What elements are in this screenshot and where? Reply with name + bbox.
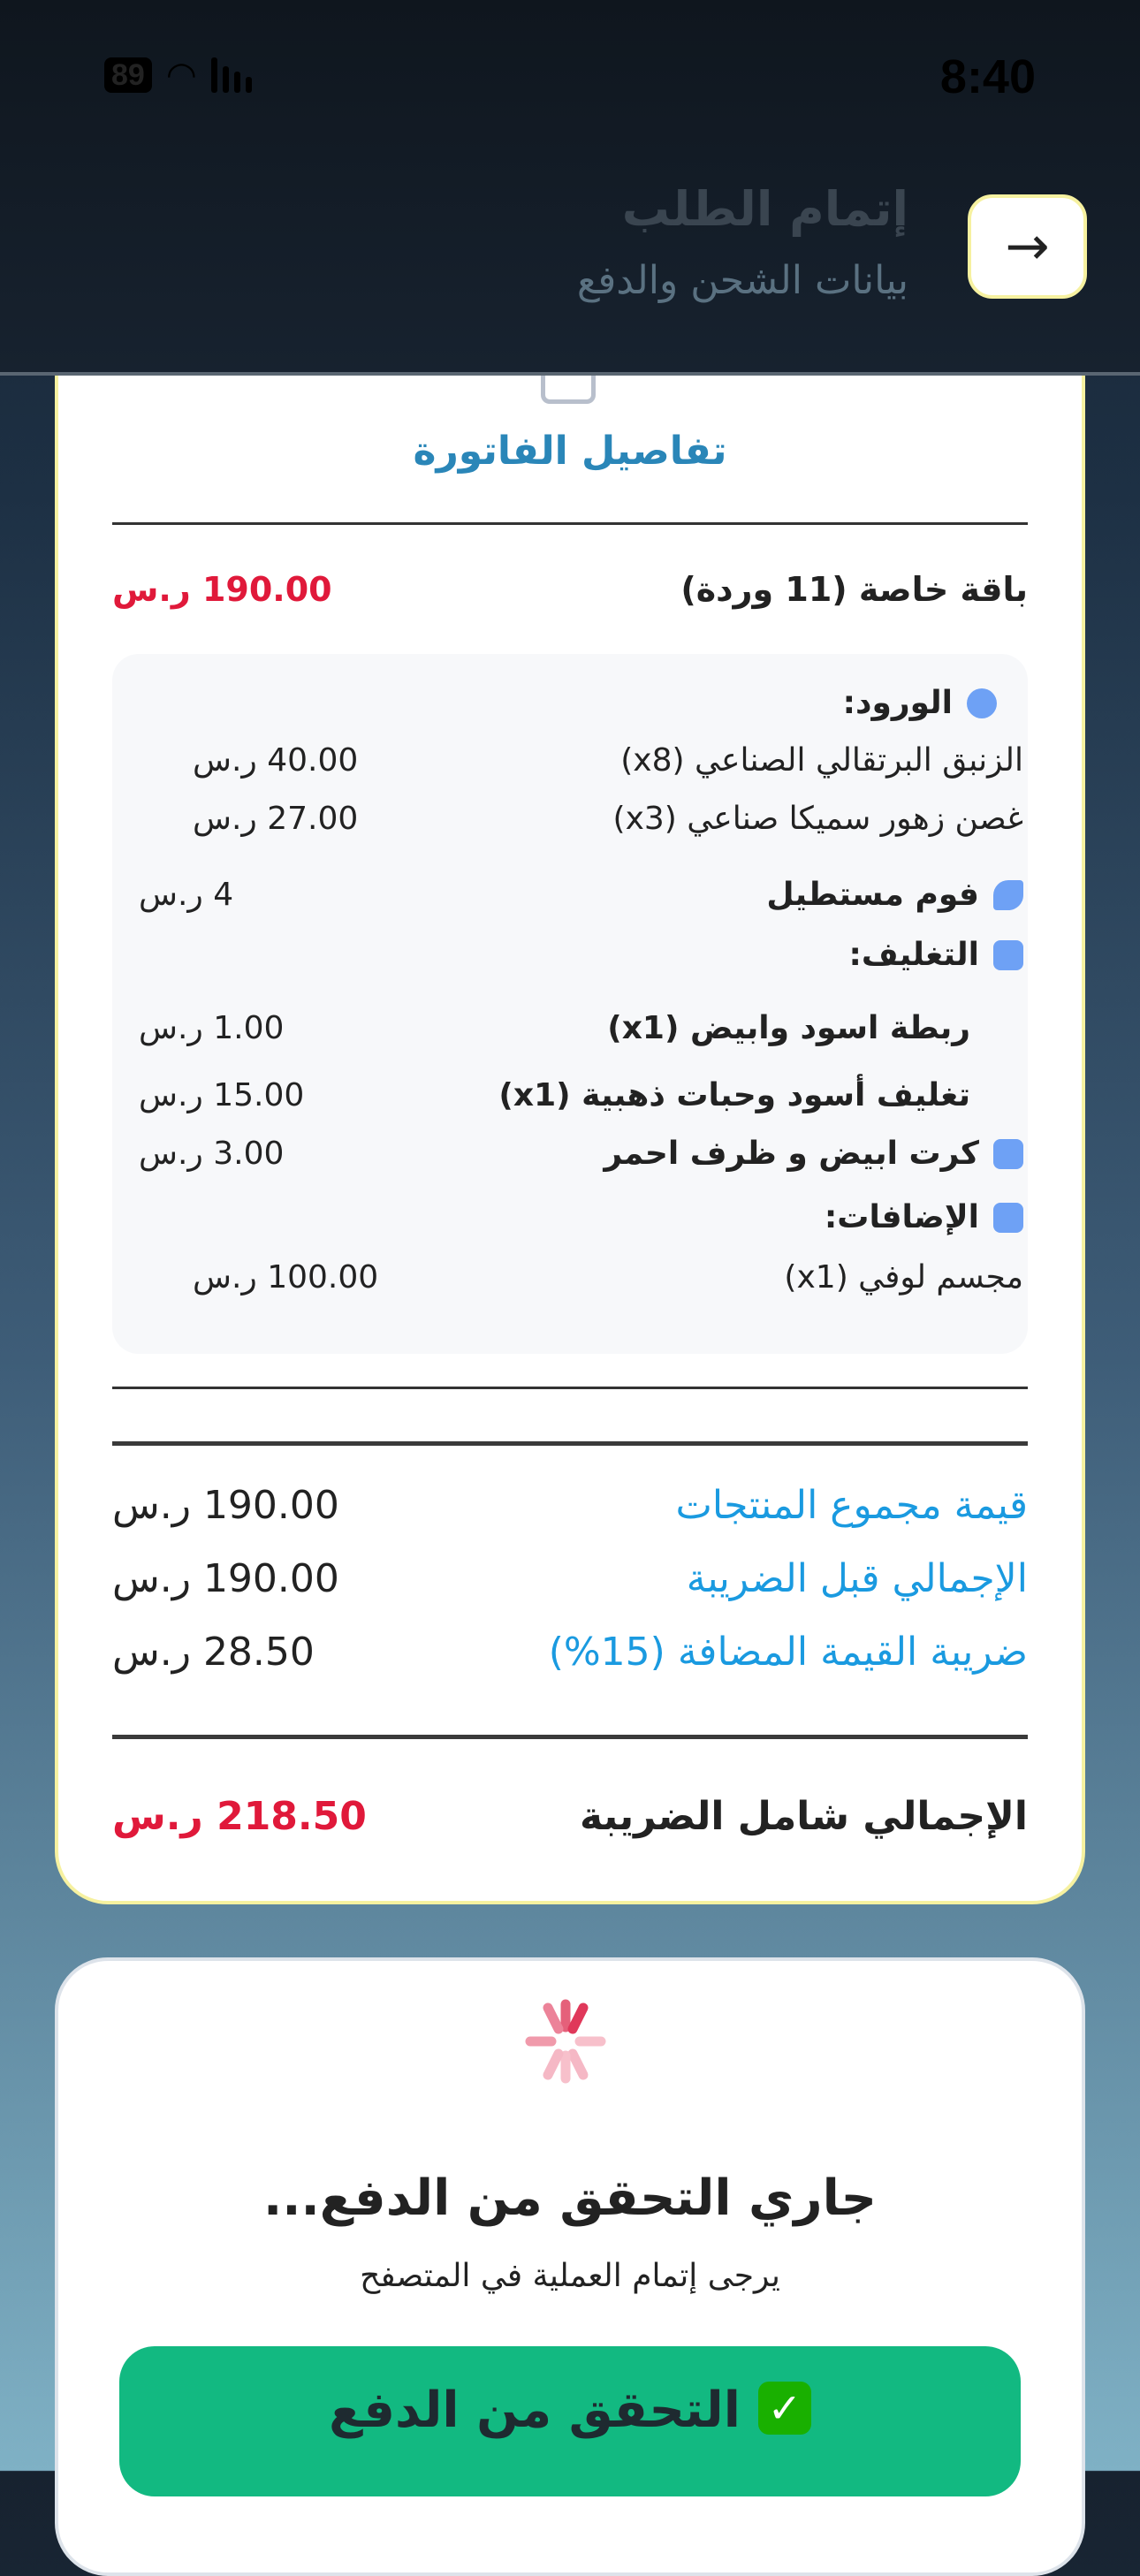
list-item: [613, 801, 1023, 837]
item-label: غصن زهور سميكا صناعي (x3): [612, 801, 1023, 837]
shapes-icon: [993, 880, 1023, 910]
total-value: 190.00 ر.س: [112, 1556, 339, 1601]
list-item: [784, 1259, 1023, 1296]
item-label: كرت ابيض و ظرف احمر: [604, 1136, 979, 1172]
invoice-title: تفاصيل الفاتورة: [413, 429, 727, 474]
divider: [112, 1387, 1028, 1389]
total-label: الإجمالي قبل الضريبة: [686, 1556, 1028, 1601]
signal-icon: [211, 57, 252, 93]
list-item: [766, 877, 1023, 913]
item-label: ربطة اسود وابيض (x1): [607, 1010, 970, 1046]
gift-icon: [993, 940, 1023, 970]
total-row: [112, 1483, 1028, 1528]
total-label: قيمة مجموع المنتجات: [675, 1483, 1028, 1528]
wifi-icon: ◠: [165, 55, 197, 95]
item-price: 100.00 ر.س: [193, 1259, 379, 1296]
item-price: 1.00 ر.س: [139, 1010, 285, 1046]
item-price: 4 ر.س: [139, 877, 234, 913]
item-price: 27.00 ر.س: [193, 801, 359, 837]
item-price: 15.00 ر.س: [139, 1077, 305, 1113]
package-row: [112, 570, 1028, 609]
package-label: باقة خاصة (11 وردة): [680, 570, 1028, 609]
total-row: [112, 1630, 1028, 1675]
list-item: [607, 1010, 970, 1046]
envelope-icon: [993, 1139, 1023, 1169]
grand-total-label: الإجمالي شامل الضريبة: [579, 1794, 1028, 1839]
header: [0, 0, 1140, 376]
total-row: [112, 1556, 1028, 1601]
item-label: فوم مستطيل: [766, 877, 979, 913]
page-title: إتمام الطلب: [621, 181, 908, 237]
addons-label: الإضافات:: [824, 1199, 979, 1235]
wrapping-label: التغليف:: [848, 937, 979, 973]
receipt-icon: [541, 376, 596, 404]
item-label: تغليف أسود وحبات ذهبية (x1): [498, 1077, 970, 1113]
check-icon: ✓: [758, 2382, 811, 2435]
divider: [112, 1735, 1028, 1739]
arrow-right-icon: →: [1005, 216, 1050, 277]
total-value: 190.00 ر.س: [112, 1483, 339, 1528]
divider: [112, 1441, 1028, 1446]
package-price: 190.00 ر.س: [112, 570, 332, 609]
item-label: الزنبق البرتقالي الصناعي (x8): [620, 742, 1023, 779]
item-label: مجسم لوفي (x1): [784, 1259, 1023, 1296]
rose-icon: [967, 688, 997, 718]
loading-spinner-icon: [521, 1997, 610, 2086]
roses-label: الورود:: [842, 685, 953, 721]
verify-button-label: التحقق من الدفع: [329, 2382, 741, 2439]
battery-icon: 89: [104, 57, 152, 93]
item-price: 3.00 ر.س: [139, 1136, 285, 1172]
total-label: ضريبة القيمة المضافة (15%): [548, 1630, 1028, 1675]
total-value: 28.50 ر.س: [112, 1630, 315, 1675]
page-subtitle: بيانات الشحن والدفع: [576, 258, 908, 303]
verify-title: جاري التحقق من الدفع...: [262, 2169, 878, 2227]
grand-total-row: [112, 1794, 1028, 1839]
status-time: 8:40: [939, 50, 1036, 103]
item-price: 40.00 ر.س: [193, 742, 359, 779]
back-button[interactable]: [968, 194, 1087, 299]
list-item: [604, 1136, 1023, 1172]
verify-subtitle: يرجى إتمام العملية في المتصفح: [360, 2258, 780, 2294]
status-icons: [104, 55, 252, 95]
bag-plus-icon: [993, 1203, 1023, 1233]
list-item: [498, 1077, 970, 1113]
list-item: [620, 742, 1023, 779]
grand-total-value: 218.50 ر.س: [112, 1794, 367, 1839]
divider: [112, 522, 1028, 525]
verify-payment-button[interactable]: [119, 2346, 1021, 2496]
